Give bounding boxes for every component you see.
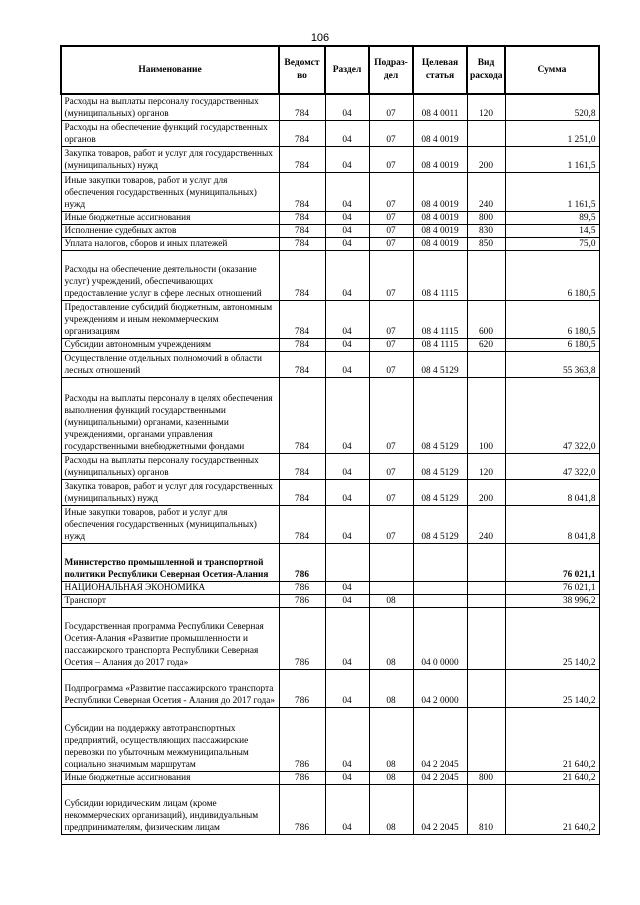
row-razdel: 04 bbox=[325, 784, 369, 834]
row-sum: 38 996,2 bbox=[505, 594, 599, 607]
row-sum: 21 640,2 bbox=[505, 707, 599, 771]
row-target-article: 08 4 0019 bbox=[413, 172, 467, 211]
row-target-article: 08 4 0019 bbox=[413, 237, 467, 250]
row-ved: 784 bbox=[279, 338, 325, 351]
row-razdel: 04 bbox=[325, 224, 369, 237]
row-podrazdel: 07 bbox=[369, 120, 413, 146]
row-podrazdel: 07 bbox=[369, 377, 413, 453]
table-row bbox=[61, 453, 599, 479]
header-expense-type: Вид расхода bbox=[467, 46, 505, 94]
row-podrazdel: 07 bbox=[369, 146, 413, 172]
row-expense-type: 100 bbox=[467, 377, 505, 453]
table-row bbox=[61, 211, 599, 224]
row-sum: 47 322,0 bbox=[505, 453, 599, 479]
row-podrazdel: 07 bbox=[369, 94, 413, 120]
header-razdel: Раздел bbox=[325, 46, 369, 94]
row-razdel: 04 bbox=[325, 505, 369, 543]
row-expense-type: 240 bbox=[467, 505, 505, 543]
row-ved: 784 bbox=[279, 351, 325, 377]
row-sum: 89,5 bbox=[505, 211, 599, 224]
row-target-article: 08 4 5129 bbox=[413, 377, 467, 453]
row-ved: 784 bbox=[279, 172, 325, 211]
row-expense-type: 850 bbox=[467, 237, 505, 250]
table-row bbox=[61, 784, 599, 834]
row-podrazdel: 07 bbox=[369, 479, 413, 505]
row-expense-type: 810 bbox=[467, 784, 505, 834]
row-podrazdel bbox=[369, 581, 413, 594]
row-sum: 1 161,5 bbox=[505, 172, 599, 211]
table-row bbox=[61, 607, 599, 669]
row-expense-type: 240 bbox=[467, 172, 505, 211]
row-target-article: 08 4 5129 bbox=[413, 351, 467, 377]
row-podrazdel: 07 bbox=[369, 351, 413, 377]
row-razdel: 04 bbox=[325, 707, 369, 771]
row-expense-type: 800 bbox=[467, 771, 505, 784]
row-ved: 784 bbox=[279, 479, 325, 505]
table-row bbox=[61, 543, 599, 581]
row-expense-type bbox=[467, 250, 505, 300]
row-name: Расходы на выплаты персоналу в целях обеспечения выполнения функций государственными (муниципальными) органами, казенными учреждениями, органами управления государственными внебюджетными фондами bbox=[61, 377, 279, 453]
row-expense-type bbox=[467, 594, 505, 607]
row-target-article: 04 0 0000 bbox=[413, 607, 467, 669]
table-row bbox=[61, 250, 599, 300]
row-name: Иные бюджетные ассигнования bbox=[61, 211, 279, 224]
table-row bbox=[61, 505, 599, 543]
row-podrazdel: 08 bbox=[369, 784, 413, 834]
row-target-article bbox=[413, 543, 467, 581]
row-razdel bbox=[325, 543, 369, 581]
table-row bbox=[61, 94, 599, 120]
row-expense-type: 200 bbox=[467, 479, 505, 505]
row-razdel: 04 bbox=[325, 607, 369, 669]
row-name: Уплата налогов, сборов и иных платежей bbox=[61, 237, 279, 250]
table-row bbox=[61, 237, 599, 250]
table-row bbox=[61, 120, 599, 146]
row-razdel: 04 bbox=[325, 172, 369, 211]
row-name: Субсидии автономным учреждениям bbox=[61, 338, 279, 351]
table-row bbox=[61, 338, 599, 351]
row-podrazdel: 08 bbox=[369, 607, 413, 669]
row-expense-type: 620 bbox=[467, 338, 505, 351]
row-razdel: 04 bbox=[325, 146, 369, 172]
row-razdel: 04 bbox=[325, 351, 369, 377]
row-name: Иные закупки товаров, работ и услуг для обеспечения государственных (муниципальных) нужд bbox=[61, 505, 279, 543]
row-sum: 6 180,5 bbox=[505, 300, 599, 338]
row-target-article: 08 4 5129 bbox=[413, 479, 467, 505]
row-name: Закупка товаров, работ и услуг для государственных (муниципальных) нужд bbox=[61, 146, 279, 172]
row-podrazdel: 08 bbox=[369, 669, 413, 707]
row-ved: 784 bbox=[279, 453, 325, 479]
header-sum: Сумма bbox=[505, 46, 599, 94]
row-name: Иные закупки товаров, работ и услуг для обеспечения государственных (муниципальных) нужд bbox=[61, 172, 279, 211]
row-razdel: 04 bbox=[325, 377, 369, 453]
row-podrazdel: 08 bbox=[369, 594, 413, 607]
row-expense-type: 200 bbox=[467, 146, 505, 172]
row-expense-type bbox=[467, 120, 505, 146]
header-name: Наименование bbox=[61, 46, 279, 94]
row-name: Транспорт bbox=[61, 594, 279, 607]
row-razdel: 04 bbox=[325, 479, 369, 505]
row-expense-type bbox=[467, 543, 505, 581]
row-razdel: 04 bbox=[325, 594, 369, 607]
row-expense-type: 830 bbox=[467, 224, 505, 237]
row-target-article: 08 4 0019 bbox=[413, 211, 467, 224]
row-ved: 784 bbox=[279, 211, 325, 224]
row-ved: 784 bbox=[279, 377, 325, 453]
row-target-article: 08 4 5129 bbox=[413, 453, 467, 479]
row-target-article bbox=[413, 581, 467, 594]
row-podrazdel: 07 bbox=[369, 453, 413, 479]
row-razdel: 04 bbox=[325, 338, 369, 351]
budget-table bbox=[60, 45, 600, 835]
row-name: Субсидии юридическим лицам (кроме некоммерческих организаций), индивидуальным предпринимателям, физическим лицам bbox=[61, 784, 279, 834]
row-razdel: 04 bbox=[325, 211, 369, 224]
row-sum: 6 180,5 bbox=[505, 338, 599, 351]
row-expense-type: 120 bbox=[467, 453, 505, 479]
row-name: Расходы на выплаты персоналу государственных (муниципальных) органов bbox=[61, 453, 279, 479]
row-sum: 6 180,5 bbox=[505, 250, 599, 300]
row-expense-type bbox=[467, 581, 505, 594]
row-razdel: 04 bbox=[325, 237, 369, 250]
table-row bbox=[61, 771, 599, 784]
row-ved: 786 bbox=[279, 771, 325, 784]
header-ved: Ведомст во bbox=[279, 46, 325, 94]
row-ved: 786 bbox=[279, 581, 325, 594]
table-row bbox=[61, 707, 599, 771]
row-sum: 21 640,2 bbox=[505, 784, 599, 834]
row-target-article: 08 4 0011 bbox=[413, 94, 467, 120]
row-expense-type bbox=[467, 607, 505, 669]
row-expense-type: 800 bbox=[467, 211, 505, 224]
table-row bbox=[61, 300, 599, 338]
row-name: Министерство промышленной и транспортной политики Республики Северная Осетия-Алания bbox=[61, 543, 279, 581]
row-sum: 1 251,0 bbox=[505, 120, 599, 146]
row-sum: 55 363,8 bbox=[505, 351, 599, 377]
row-podrazdel bbox=[369, 543, 413, 581]
row-razdel: 04 bbox=[325, 120, 369, 146]
table-row bbox=[61, 594, 599, 607]
row-expense-type: 600 bbox=[467, 300, 505, 338]
row-ved: 786 bbox=[279, 784, 325, 834]
row-sum: 8 041,8 bbox=[505, 479, 599, 505]
table-row bbox=[61, 351, 599, 377]
table-row bbox=[61, 377, 599, 453]
row-podrazdel: 07 bbox=[369, 250, 413, 300]
row-ved: 784 bbox=[279, 300, 325, 338]
row-target-article bbox=[413, 594, 467, 607]
row-razdel: 04 bbox=[325, 581, 369, 594]
row-target-article: 08 4 1115 bbox=[413, 250, 467, 300]
row-ved: 784 bbox=[279, 94, 325, 120]
row-target-article: 08 4 0019 bbox=[413, 224, 467, 237]
row-podrazdel: 07 bbox=[369, 338, 413, 351]
row-sum: 25 140,2 bbox=[505, 669, 599, 707]
row-name: Исполнение судебных актов bbox=[61, 224, 279, 237]
row-podrazdel: 07 bbox=[369, 505, 413, 543]
row-sum: 21 640,2 bbox=[505, 771, 599, 784]
row-podrazdel: 07 bbox=[369, 172, 413, 211]
row-podrazdel: 08 bbox=[369, 707, 413, 771]
row-razdel: 04 bbox=[325, 771, 369, 784]
row-ved: 786 bbox=[279, 707, 325, 771]
row-target-article: 08 4 0019 bbox=[413, 120, 467, 146]
row-name: Иные бюджетные ассигнования bbox=[61, 771, 279, 784]
row-ved: 784 bbox=[279, 224, 325, 237]
row-podrazdel: 07 bbox=[369, 211, 413, 224]
row-sum: 520,8 bbox=[505, 94, 599, 120]
row-sum: 76 021,1 bbox=[505, 543, 599, 581]
row-sum: 1 161,5 bbox=[505, 146, 599, 172]
row-razdel: 04 bbox=[325, 669, 369, 707]
row-podrazdel: 07 bbox=[369, 237, 413, 250]
row-target-article: 08 4 1115 bbox=[413, 300, 467, 338]
row-target-article: 08 4 0019 bbox=[413, 146, 467, 172]
header-target-article: Целевая статья bbox=[413, 46, 467, 94]
row-sum: 47 322,0 bbox=[505, 377, 599, 453]
row-ved: 784 bbox=[279, 250, 325, 300]
row-name: Предоставление субсидий бюджетным, автономным учреждениям и иным некоммерческим организациям bbox=[61, 300, 279, 338]
table-row bbox=[61, 669, 599, 707]
table-row bbox=[61, 172, 599, 211]
row-sum: 8 041,8 bbox=[505, 505, 599, 543]
row-ved: 786 bbox=[279, 594, 325, 607]
row-expense-type bbox=[467, 669, 505, 707]
row-sum: 76 021,1 bbox=[505, 581, 599, 594]
row-sum: 25 140,2 bbox=[505, 607, 599, 669]
page-number: 106 bbox=[310, 32, 330, 44]
row-name: Закупка товаров, работ и услуг для государственных (муниципальных) нужд bbox=[61, 479, 279, 505]
row-target-article: 04 2 2045 bbox=[413, 707, 467, 771]
row-razdel: 04 bbox=[325, 453, 369, 479]
row-name: Подпрограмма «Развитие пассажирского транспорта Республики Северная Осетия - Алания до 2017 года» bbox=[61, 669, 279, 707]
row-target-article: 04 2 0000 bbox=[413, 669, 467, 707]
row-name: Расходы на выплаты персоналу государственных (муниципальных) органов bbox=[61, 94, 279, 120]
row-target-article: 04 2 2045 bbox=[413, 771, 467, 784]
row-name: Государственная программа Республики Северная Осетия-Алания «Развитие промышленности и пассажирского транспорта Республики Северная Осетия – Алания до 2017 года» bbox=[61, 607, 279, 669]
row-ved: 784 bbox=[279, 146, 325, 172]
header-podrazdel: Подраз- дел bbox=[369, 46, 413, 94]
row-podrazdel: 07 bbox=[369, 300, 413, 338]
row-podrazdel: 07 bbox=[369, 224, 413, 237]
row-name: Субсидии на поддержку автотранспортных предприятий, осуществляющих пассажирские перевозки по убыточным межмуниципальным социально значимым маршрутам bbox=[61, 707, 279, 771]
row-ved: 784 bbox=[279, 505, 325, 543]
row-expense-type bbox=[467, 707, 505, 771]
table-row bbox=[61, 146, 599, 172]
row-ved: 784 bbox=[279, 120, 325, 146]
row-razdel: 04 bbox=[325, 94, 369, 120]
row-target-article: 08 4 1115 bbox=[413, 338, 467, 351]
row-expense-type: 120 bbox=[467, 94, 505, 120]
row-name: Осуществление отдельных полномочий в области лесных отношений bbox=[61, 351, 279, 377]
row-expense-type bbox=[467, 351, 505, 377]
table-row bbox=[61, 479, 599, 505]
row-name: Расходы на обеспечение функций государственных органов bbox=[61, 120, 279, 146]
row-name: НАЦИОНАЛЬНАЯ ЭКОНОМИКА bbox=[61, 581, 279, 594]
row-ved: 786 bbox=[279, 543, 325, 581]
row-sum: 75,0 bbox=[505, 237, 599, 250]
table-header-row bbox=[61, 46, 599, 94]
table-row bbox=[61, 581, 599, 594]
row-ved: 786 bbox=[279, 607, 325, 669]
row-name: Расходы на обеспечение деятельности (оказание услуг) учреждений, обеспечивающих предоставление услуг в сфере лесных отношений bbox=[61, 250, 279, 300]
row-ved: 786 bbox=[279, 669, 325, 707]
row-razdel: 04 bbox=[325, 300, 369, 338]
row-sum: 14,5 bbox=[505, 224, 599, 237]
row-podrazdel: 08 bbox=[369, 771, 413, 784]
row-target-article: 04 2 2045 bbox=[413, 784, 467, 834]
table-row bbox=[61, 224, 599, 237]
row-target-article: 08 4 5129 bbox=[413, 505, 467, 543]
row-ved: 784 bbox=[279, 237, 325, 250]
row-razdel: 04 bbox=[325, 250, 369, 300]
